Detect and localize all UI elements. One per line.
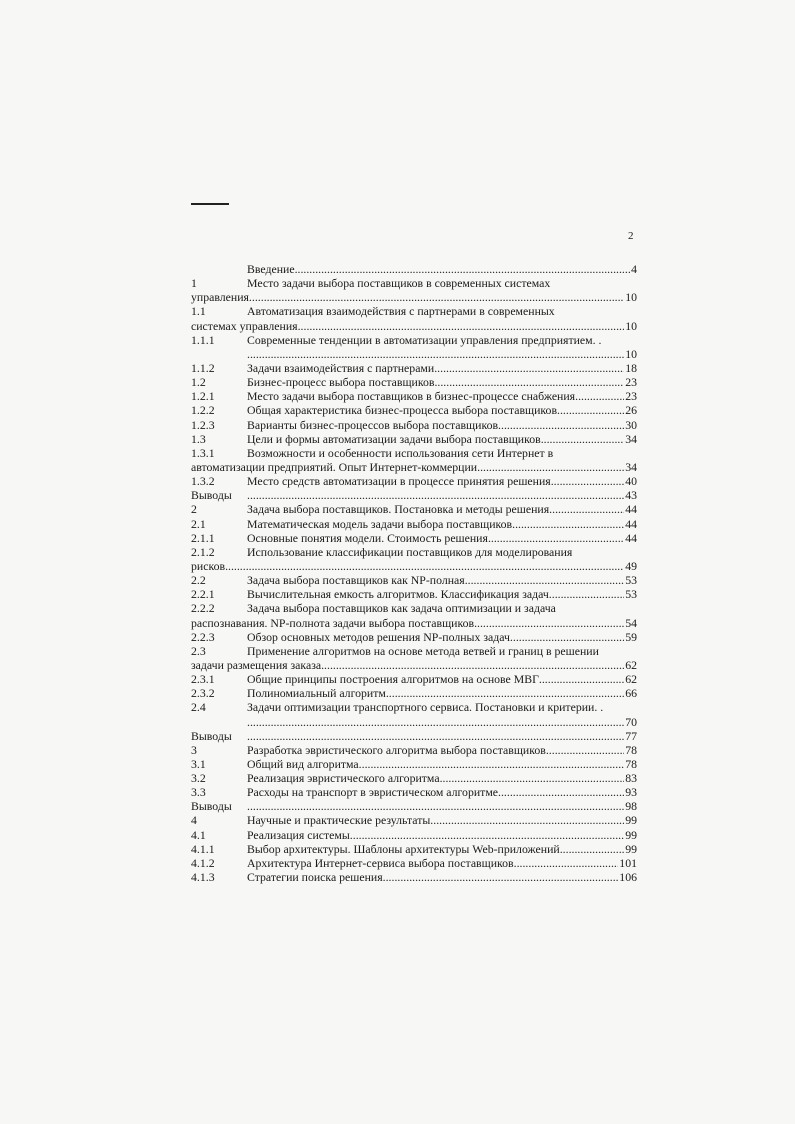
toc-entry-title xyxy=(247,672,624,686)
toc-entry-title xyxy=(247,545,637,559)
toc-dot-leader xyxy=(389,686,624,700)
toc-dot-leader xyxy=(362,757,625,771)
toc-dot-leader xyxy=(539,672,624,686)
toc-entry-title-text: Бизнес-процесс выбора поставщиков. xyxy=(247,375,438,390)
toc-dot-leader xyxy=(517,856,619,870)
toc-row-continuation xyxy=(191,460,637,474)
toc-row xyxy=(191,432,637,446)
toc-entry-number: 3.2 xyxy=(191,771,206,786)
toc-entry-number: 1.2 xyxy=(191,375,206,390)
toc-entry-number: 2.4 xyxy=(191,700,206,715)
toc-entry-title xyxy=(247,644,637,658)
toc-entry-title xyxy=(191,460,624,474)
toc-dot-leader xyxy=(252,290,624,304)
toc-entry-title-text: Варианты бизнес-процессов выбора поставщиков xyxy=(247,417,499,432)
toc-row xyxy=(191,870,637,884)
toc-dot-leader xyxy=(515,517,624,531)
toc-dot-leader xyxy=(480,460,624,474)
toc-row xyxy=(191,502,637,516)
toc-entry-number: 2.2.1 xyxy=(191,587,215,602)
toc-entry-page: 44 xyxy=(625,530,637,545)
toc-entry-page: 99 xyxy=(625,827,637,842)
toc-entry-title xyxy=(247,630,624,644)
toc-row xyxy=(191,856,637,870)
toc-entry-title xyxy=(247,700,637,714)
toc-entry-title xyxy=(247,573,624,587)
toc-row xyxy=(191,729,637,743)
toc-entry-page: 44 xyxy=(625,502,637,517)
toc-entry-title-text: Задача выбора поставщиков как задача оптимизации и задача xyxy=(247,601,556,616)
toc-entry-title-text: Обзор основных методов решения NP-полных задач. xyxy=(247,629,513,644)
toc-entry-title xyxy=(247,842,624,856)
toc-entry-title-text: Математическая модель задачи выбора поставщиков. xyxy=(247,516,516,531)
toc-entry-title xyxy=(247,686,624,700)
toc-entry-page: 49 xyxy=(625,558,637,573)
toc-row xyxy=(191,389,637,403)
toc-entry-title xyxy=(247,488,624,502)
toc-dot-leader xyxy=(350,828,624,842)
toc-row xyxy=(191,601,637,615)
toc-entry-title-text: Архитектура Интернет-сервиса выбора поставщиков. xyxy=(247,855,517,870)
toc-dot-leader xyxy=(225,559,624,573)
toc-entry-number: 1.1 xyxy=(191,304,206,319)
toc-entry-title-text: задачи размещения заказа. xyxy=(191,657,325,672)
toc-row xyxy=(191,304,637,318)
toc-entry-page: 78 xyxy=(625,742,637,757)
toc-entry-title xyxy=(247,502,624,516)
toc-entry-title-text: Цели и формы автоматизации задачи выбора поставщиков. xyxy=(247,431,544,446)
toc-entry-number: 4.1 xyxy=(191,827,206,842)
toc-entry-title-text: Разработка эвристического алгоритма выбора поставщиков. xyxy=(247,742,549,757)
toc-row xyxy=(191,757,637,771)
toc-entry-title xyxy=(191,290,624,304)
toc-entry-number: 2.1.2 xyxy=(191,544,215,559)
toc-row xyxy=(191,672,637,686)
toc-dot-leader xyxy=(247,488,624,502)
toc-row-continuation xyxy=(191,347,637,361)
toc-entry-number: 2.3 xyxy=(191,643,206,658)
toc-entry-title xyxy=(247,389,624,403)
toc-row xyxy=(191,276,637,290)
toc-row xyxy=(191,828,637,842)
toc-entry-number: 1.1.2 xyxy=(191,360,215,375)
toc-dot-leader xyxy=(549,743,624,757)
toc-entry-number: 4.1.1 xyxy=(191,841,215,856)
toc-entry-number: 1.3 xyxy=(191,431,206,446)
toc-entry-page: 66 xyxy=(625,686,637,701)
toc-row-continuation xyxy=(191,616,637,630)
toc-entry-number: 1.1.1 xyxy=(191,332,215,347)
toc-entry-number: 4.1.2 xyxy=(191,855,215,870)
toc-dot-leader xyxy=(578,389,624,403)
toc-entry-number: 2.2 xyxy=(191,573,206,588)
toc-dot-leader xyxy=(513,630,624,644)
toc-row-continuation xyxy=(191,715,637,729)
header-rule xyxy=(191,203,229,205)
toc-entry-title xyxy=(247,474,624,488)
toc-entry-title-text: Применение алгоритмов на основе метода ветвей и границ в решении xyxy=(247,643,599,658)
toc-entry-page: 53 xyxy=(625,587,637,602)
toc-dot-leader xyxy=(563,842,625,856)
toc-entry-page: 40 xyxy=(625,474,637,489)
toc-entry-page: 34 xyxy=(625,459,637,474)
toc-dot-leader xyxy=(247,799,624,813)
toc-row-continuation xyxy=(191,319,637,333)
toc-row xyxy=(191,686,637,700)
toc-entry-number: 2.1 xyxy=(191,516,206,531)
toc-entry-title xyxy=(191,559,624,573)
toc-dot-leader xyxy=(501,785,624,799)
toc-entry-page: 59 xyxy=(625,629,637,644)
toc-entry-page: 10 xyxy=(625,346,637,361)
toc-entry-number: 1.2.2 xyxy=(191,403,215,418)
toc-entry-title-text: распознавания. NP-полнота задачи выбора поставщиков xyxy=(191,615,475,630)
toc-dot-leader xyxy=(247,347,624,361)
toc-entry-title xyxy=(247,771,624,785)
toc-entry-page: 43 xyxy=(625,488,637,503)
toc-entry-number: 2.3.1 xyxy=(191,672,215,687)
toc-entry-number: 2.2.3 xyxy=(191,629,215,644)
toc-entry-page: 98 xyxy=(625,799,637,814)
toc-row-continuation xyxy=(191,290,637,304)
toc-row xyxy=(191,262,637,276)
toc-entry-title-text: Стратегии поиска решения xyxy=(247,870,383,885)
toc-dot-leader xyxy=(324,658,624,672)
toc-entry-page: 54 xyxy=(625,615,637,630)
toc-dot-leader xyxy=(440,771,625,785)
toc-entry-page: 101 xyxy=(619,855,637,870)
toc-entry-title-text: Задачи оптимизации транспортного сервиса. Постановки и критерии. . xyxy=(247,700,604,715)
toc-entry-page: 62 xyxy=(625,672,637,687)
toc-entry-title-text: Задача выбора поставщиков. Постановка и методы решения. xyxy=(247,502,553,517)
toc-entry-title-text: Введение xyxy=(247,262,295,276)
toc-entry-number: Выводы xyxy=(191,728,232,743)
toc-entry-title-text: Использование классификации поставщиков для моделирования xyxy=(247,544,573,559)
toc-entry-page: 23 xyxy=(625,375,637,390)
toc-row xyxy=(191,813,637,827)
toc-entry-title-text: Общий вид алгоритма. xyxy=(247,756,362,771)
toc-dot-leader xyxy=(498,418,624,432)
toc-entry-page: 93 xyxy=(625,785,637,800)
toc-entry-page: 4 xyxy=(631,262,637,276)
toc-dot-leader xyxy=(430,813,624,827)
toc-entry-title xyxy=(191,658,624,672)
toc-entry-page: 18 xyxy=(625,360,637,375)
toc-entry-title xyxy=(247,729,624,743)
toc-entry-page: 23 xyxy=(625,389,637,404)
toc-row xyxy=(191,587,637,601)
toc-dot-leader xyxy=(552,587,624,601)
toc-entry-page: 99 xyxy=(625,841,637,856)
toc-entry-title xyxy=(247,276,637,290)
toc-entry-page: 70 xyxy=(625,714,637,729)
toc-entry-number: 1.3.2 xyxy=(191,474,215,489)
toc-entry-title xyxy=(247,870,618,884)
toc-entry-page: 78 xyxy=(625,756,637,771)
toc-entry-title xyxy=(247,743,624,757)
toc-entry-title xyxy=(247,587,624,601)
toc-entry-title xyxy=(247,601,637,615)
toc-dot-leader xyxy=(488,531,624,545)
toc-entry-title-text: Полиномиальный алгоритм. xyxy=(247,686,389,701)
toc-entry-title xyxy=(247,432,624,446)
toc-entry-title-text: Расходы на транспорт в эвристическом алгоритме. xyxy=(247,785,501,800)
toc-row xyxy=(191,375,637,389)
toc-entry-page: 106 xyxy=(619,870,637,885)
toc-entry-title-text: Задача выбора поставщиков как NP-полная. xyxy=(247,573,468,588)
toc-entry-title xyxy=(247,813,624,827)
toc-entry-title xyxy=(247,531,624,545)
toc-row xyxy=(191,488,637,502)
toc-dot-leader xyxy=(544,432,625,446)
toc-dot-leader xyxy=(474,616,624,630)
toc-dot-leader xyxy=(437,375,624,389)
toc-entry-title-text: Общая характеристика бизнес-процесса выбора поставщиков. xyxy=(247,403,560,418)
toc-row xyxy=(191,517,637,531)
toc-entry-title-text: Место задачи выбора поставщиков в современных системах xyxy=(247,276,551,291)
toc-row xyxy=(191,785,637,799)
toc-entry-title xyxy=(247,418,624,432)
toc-entry-title-text: Возможности и особенности использования сети Интернет в xyxy=(247,445,554,460)
toc-row-continuation xyxy=(191,658,637,672)
toc-entry-title-text: управления. xyxy=(191,290,252,305)
toc-entry-title xyxy=(247,785,624,799)
toc-row xyxy=(191,743,637,757)
toc-row xyxy=(191,403,637,417)
toc-entry-page: 34 xyxy=(625,431,637,446)
table-of-contents xyxy=(191,262,637,884)
toc-dot-leader xyxy=(247,729,624,743)
toc-row xyxy=(191,418,637,432)
toc-row xyxy=(191,333,637,347)
toc-entry-page: 62 xyxy=(625,657,637,672)
toc-entry-title-text: Современные тенденции в автоматизации управления предприятием. . xyxy=(247,332,602,347)
toc-entry-title-text: Задачи взаимодействия с партнерами xyxy=(247,360,435,375)
toc-dot-leader xyxy=(554,474,625,488)
toc-dot-leader xyxy=(468,573,625,587)
toc-dot-leader xyxy=(247,715,624,729)
toc-row xyxy=(191,771,637,785)
toc-entry-page: 53 xyxy=(625,573,637,588)
toc-entry-number: 2.1.1 xyxy=(191,530,215,545)
toc-entry-title-text: рисков xyxy=(191,558,226,573)
toc-entry-title-text: автоматизации предприятий. Опыт Интернет-коммерции. xyxy=(191,459,481,474)
toc-entry-title xyxy=(247,856,618,870)
toc-entry-number: 1 xyxy=(191,276,197,291)
toc-entry-number: 4 xyxy=(191,813,197,828)
toc-entry-title-text: Научные и практические результаты xyxy=(247,813,431,828)
toc-entry-number: 2 xyxy=(191,502,197,517)
toc-entry-title-text: Место средств автоматизации в процессе принятия решения. xyxy=(247,474,554,489)
toc-entry-number: 2.2.2 xyxy=(191,601,215,616)
toc-entry-number: 1.2.3 xyxy=(191,417,215,432)
toc-dot-leader xyxy=(295,262,631,276)
page-number: 2 xyxy=(628,230,634,242)
toc-entry-page: 10 xyxy=(625,318,637,333)
toc-entry-number: 3.1 xyxy=(191,756,206,771)
toc-row xyxy=(191,842,637,856)
toc-row xyxy=(191,361,637,375)
toc-entry-title-text: Основные понятия модели. Стоимость решения xyxy=(247,530,488,545)
toc-entry-title xyxy=(247,517,624,531)
toc-entry-number: 2.3.2 xyxy=(191,686,215,701)
toc-entry-title xyxy=(247,333,637,347)
toc-row xyxy=(191,545,637,559)
toc-entry-title xyxy=(247,304,637,318)
toc-entry-title xyxy=(191,347,624,361)
toc-entry-title xyxy=(191,319,624,333)
toc-entry-page: 30 xyxy=(625,417,637,432)
toc-entry-title xyxy=(247,361,624,375)
toc-dot-leader xyxy=(298,319,625,333)
toc-row xyxy=(191,700,637,714)
toc-entry-title xyxy=(247,403,624,417)
toc-entry-page: 10 xyxy=(625,290,637,305)
toc-entry-number: 4.1.3 xyxy=(191,870,215,885)
toc-entry-page: 99 xyxy=(625,813,637,828)
toc-entry-number: 3 xyxy=(191,742,197,757)
toc-dot-leader xyxy=(434,361,624,375)
toc-entry-number: 1.2.1 xyxy=(191,389,215,404)
toc-dot-leader xyxy=(383,870,619,884)
toc-entry-title xyxy=(247,799,624,813)
toc-entry-title xyxy=(247,828,624,842)
toc-entry-page: 44 xyxy=(625,516,637,531)
toc-dot-leader xyxy=(560,403,624,417)
toc-entry-title xyxy=(247,446,637,460)
toc-entry-page: 77 xyxy=(625,728,637,743)
toc-entry-title-text: Выбор архитектуры. Шаблоны архитектуры Web-приложений. xyxy=(247,841,563,856)
toc-entry-number: 3.3 xyxy=(191,785,206,800)
toc-row xyxy=(191,644,637,658)
toc-dot-leader xyxy=(552,502,624,516)
toc-entry-title-text: Автоматизация взаимодействия с партнерами в современных xyxy=(247,304,555,319)
toc-row xyxy=(191,573,637,587)
toc-entry-number: Выводы xyxy=(191,799,232,814)
toc-entry-title xyxy=(247,262,630,276)
toc-entry-number: Выводы xyxy=(191,488,232,503)
toc-entry-title xyxy=(191,715,624,729)
toc-row xyxy=(191,474,637,488)
toc-row xyxy=(191,630,637,644)
toc-entry-title-text: системах управления xyxy=(191,318,298,333)
toc-entry-title-text: Место задачи выбора поставщиков в бизнес-процессе снабжения. xyxy=(247,389,579,404)
toc-entry-title xyxy=(247,757,624,771)
toc-entry-page: 26 xyxy=(625,403,637,418)
toc-entry-title-text: Общие принципы построения алгоритмов на основе МВГ xyxy=(247,672,539,687)
toc-entry-title-text: Вычислительная емкость алгоритмов. Классификация задач. xyxy=(247,587,552,602)
toc-entry-title xyxy=(247,375,624,389)
toc-entry-title-text: Реализация эвристического алгоритма xyxy=(247,771,440,786)
toc-row xyxy=(191,531,637,545)
toc-row-continuation xyxy=(191,559,637,573)
toc-row xyxy=(191,446,637,460)
toc-row xyxy=(191,799,637,813)
toc-entry-title xyxy=(191,616,624,630)
toc-entry-title-text: Реализация системы xyxy=(247,827,350,842)
toc-entry-number: 1.3.1 xyxy=(191,445,215,460)
toc-entry-page: 83 xyxy=(625,771,637,786)
